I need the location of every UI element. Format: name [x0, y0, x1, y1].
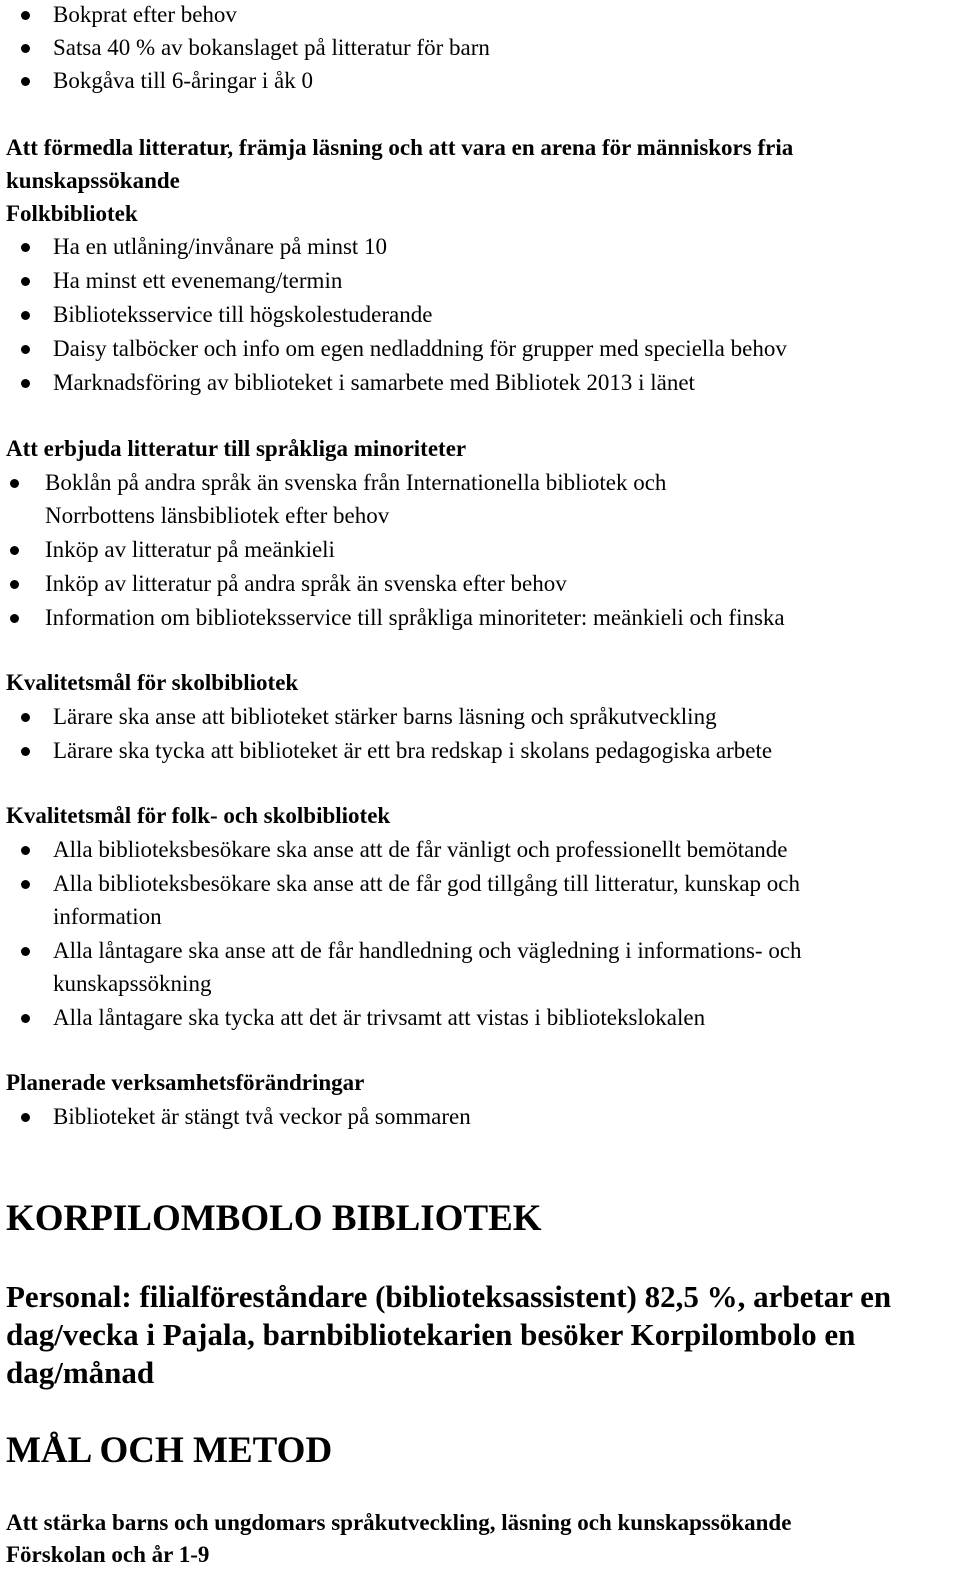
list-item: Alla låntagare ska anse att de får handledning och vägledning i informations- och	[53, 938, 802, 963]
section-heading: Att förmedla litteratur, främja läsning och att vara en arena för människors fria	[6, 135, 794, 160]
list-item: Bokgåva till 6-åringar i åk 0	[53, 68, 313, 93]
list-item: Boklån på andra språk än svenska från Internationella bibliotek och	[45, 470, 667, 495]
list-item: Marknadsföring av biblioteket i samarbete med Bibliotek 2013 i länet	[53, 370, 695, 395]
bullet-icon	[10, 614, 19, 623]
list-item: Lärare ska anse att biblioteket stärker barns läsning och språkutveckling	[53, 704, 717, 729]
section-subheading: Folkbibliotek	[6, 201, 138, 226]
list-item: Inköp av litteratur på andra språk än svenska efter behov	[45, 571, 567, 596]
section-subheading: Förskolan och år 1-9	[6, 1542, 210, 1567]
bullet-icon	[21, 243, 30, 252]
list-item: Ha en utlåning/invånare på minst 10	[53, 234, 388, 259]
bullet-icon	[21, 345, 30, 354]
list-item-continued: information	[53, 904, 162, 929]
section-heading: Att stärka barns och ungdomars språkutveckling, läsning och kunskapssökande	[6, 1510, 792, 1535]
personal-info: Personal: filialföreståndare (biblioteksassistent) 82,5 %, arbetar en	[6, 1279, 892, 1314]
bullet-icon	[10, 546, 19, 555]
list-item-continued: Norrbottens länsbibliotek efter behov	[45, 503, 390, 528]
list-item: Bokprat efter behov	[53, 2, 237, 27]
bullet-icon	[21, 44, 30, 53]
list-item: Alla biblioteksbesökare ska anse att de får god tillgång till litteratur, kunskap och	[53, 871, 801, 896]
list-item: Biblioteksservice till högskolestuderande	[53, 302, 433, 327]
list-item: Ha minst ett evenemang/termin	[53, 268, 343, 293]
list-item: Alla biblioteksbesökare ska anse att de får vänligt och professionellt bemötande	[53, 837, 788, 862]
bullet-icon	[21, 880, 30, 889]
section-heading: Planerade verksamhetsförändringar	[6, 1070, 365, 1095]
list-item: Daisy talböcker och info om egen nedladdning för grupper med speciella behov	[53, 336, 787, 361]
bullet-icon	[21, 77, 30, 86]
bullet-icon	[21, 1014, 30, 1023]
page-title: KORPILOMBOLO BIBLIOTEK	[6, 1198, 542, 1239]
list-item: Biblioteket är stängt två veckor på sommaren	[53, 1104, 471, 1129]
bullet-icon	[21, 11, 30, 20]
bullet-icon	[21, 846, 30, 855]
bullet-icon	[21, 1113, 30, 1122]
section-heading: Att erbjuda litteratur till språkliga minoriteter	[6, 436, 467, 461]
section-heading: Kvalitetsmål för folk- och skolbibliotek	[6, 803, 391, 828]
list-item: Lärare ska tycka att biblioteket är ett bra redskap i skolans pedagogiska arbete	[53, 738, 773, 763]
bullet-icon	[21, 311, 30, 320]
bullet-icon	[10, 479, 19, 488]
list-item: Alla låntagare ska tycka att det är trivsamt att vistas i bibliotekslokalen	[53, 1005, 706, 1030]
section-heading: Kvalitetsmål för skolbibliotek	[6, 670, 299, 695]
bullet-icon	[21, 379, 30, 388]
bullet-icon	[21, 277, 30, 286]
list-item-continued: kunskapssökning	[53, 971, 212, 996]
bullet-icon	[21, 947, 30, 956]
personal-info-continued: dag/månad	[6, 1355, 155, 1390]
list-item: Information om biblioteksservice till språkliga minoriteter: meänkieli och finska	[45, 605, 785, 630]
list-item: Satsa 40 % av bokanslaget på litteratur för barn	[53, 35, 490, 60]
personal-info-continued: dag/vecka i Pajala, barnbibliotekarien besöker Korpilombolo en	[6, 1317, 856, 1352]
bullet-icon	[10, 580, 19, 589]
bullet-icon	[21, 747, 30, 756]
list-item: Inköp av litteratur på meänkieli	[45, 537, 335, 562]
bullet-icon	[21, 713, 30, 722]
section-title: MÅL OCH METOD	[6, 1430, 333, 1471]
section-heading-continued: kunskapssökande	[6, 168, 180, 193]
